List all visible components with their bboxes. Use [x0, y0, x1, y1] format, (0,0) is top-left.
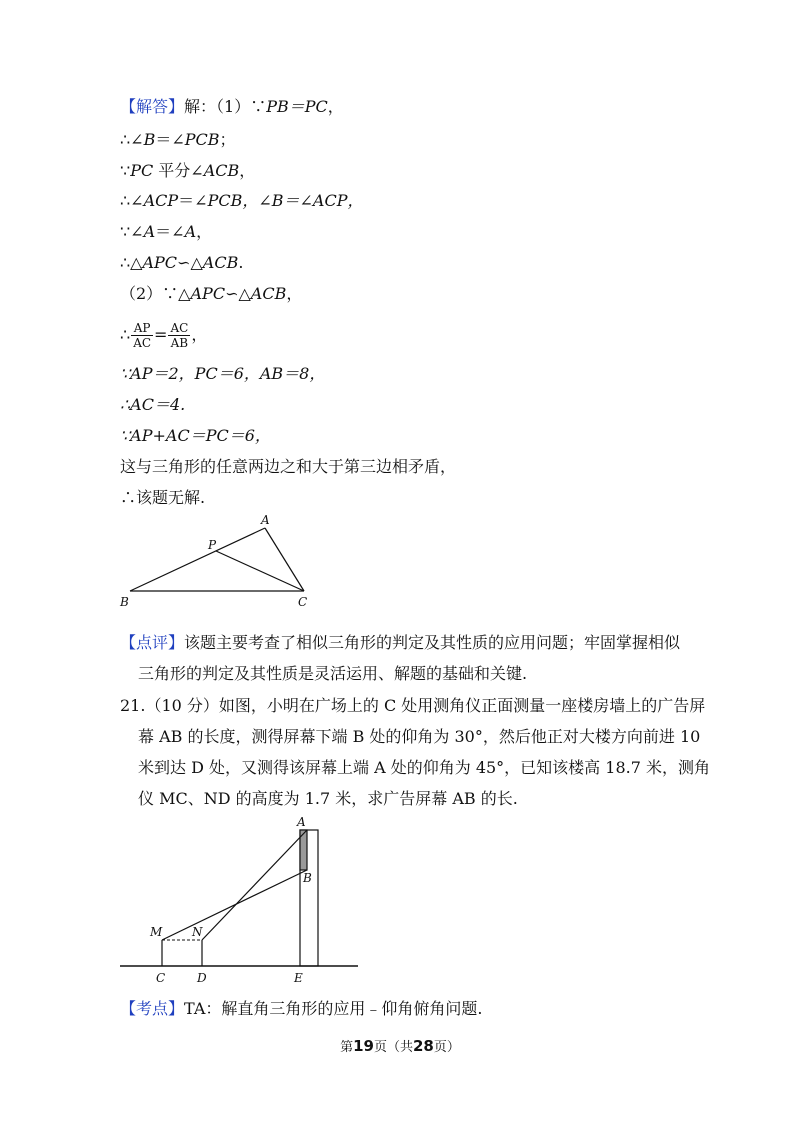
fraction-line — [120, 318, 207, 352]
building-figure — [118, 812, 363, 984]
line-mid: ＝∠ — [178, 191, 208, 210]
fraction-numerator: AC — [170, 321, 189, 335]
fraction-numerator: AP — [131, 321, 153, 336]
label-A: A — [261, 513, 270, 527]
line-mid: ＝∠ — [155, 130, 185, 149]
line-pre: ∴△ — [120, 253, 143, 272]
label-C: C — [156, 971, 166, 984]
line-math: APC — [190, 284, 226, 303]
total-pages: 28 — [413, 1037, 434, 1055]
kaodian-tag: 【考点】 — [120, 999, 185, 1018]
solution-intro: 解：（1）∵ — [184, 97, 267, 116]
line-math: A — [143, 222, 156, 241]
contradiction-line: 这与三角形的任意两边之和大于第三边相矛盾， — [120, 457, 457, 476]
solution-line-4 — [120, 221, 212, 243]
sight-line-NA — [202, 830, 307, 940]
line-math: PC — [130, 161, 154, 180]
line-math: APC — [142, 253, 178, 272]
footer-mid: 页（共 — [373, 1040, 413, 1055]
segment-PC — [216, 551, 304, 591]
comment-text-1: 该题主要考查了相似三角形的判定及其性质的应用问题；牢固掌握相似 — [184, 633, 681, 652]
problem-21-line-2: 幕 AB 的长度，测得屏幕下端 B 处的仰角为 30°，然后他正对大楼方向前进 10 — [138, 727, 701, 746]
kaodian-text: TA：解直角三角形的应用﹣仰角俯角问题. — [184, 999, 483, 1018]
solution-heading — [120, 96, 344, 118]
line-mid: ∽△ — [177, 253, 203, 272]
line-math: B — [143, 130, 156, 149]
line-math2: ACB — [250, 284, 287, 303]
fraction-denominator: AC — [133, 336, 152, 350]
line-pre: ∴∠ — [120, 130, 144, 149]
footer-post: 页） — [433, 1040, 460, 1055]
fraction-equals: = — [154, 325, 168, 344]
label-E: E — [294, 971, 303, 984]
line-post: ， — [286, 284, 303, 303]
label-D: D — [197, 971, 207, 984]
kaodian-line — [120, 998, 482, 1020]
sight-line-MB — [162, 870, 307, 940]
fraction-denominator: AB — [170, 336, 189, 350]
line-math2: A — [184, 222, 197, 241]
line-mid: ＝∠ — [155, 222, 185, 241]
line-math: ACP — [143, 191, 179, 210]
comment-tag: 【点评】 — [120, 633, 185, 652]
conclusion-line: ∴该题无解. — [120, 488, 206, 507]
label-C: C — [298, 595, 308, 609]
line-post: ，∠B＝∠ACP， — [242, 191, 364, 210]
fraction-left — [131, 321, 153, 350]
page-number: 19 — [353, 1037, 374, 1055]
line-post: ， — [239, 161, 256, 180]
comment-line-2: 三角形的判定及其性质是灵活运用、解题的基础和关键. — [138, 664, 528, 683]
line-math2: PCB — [184, 130, 220, 149]
fraction-post: ， — [191, 325, 208, 344]
page-footer — [0, 1036, 800, 1055]
label-M: M — [150, 925, 163, 939]
label-B: B — [303, 871, 312, 885]
footer-pre: 第 — [340, 1040, 354, 1055]
line-math2: ACB — [202, 253, 239, 272]
segment-BA — [130, 528, 265, 591]
solution-tag: 【解答】 — [120, 97, 185, 116]
line-post: ， — [196, 222, 213, 241]
line-mid: 平分∠ — [153, 161, 204, 180]
label-B: B — [120, 595, 129, 609]
label-A: A — [297, 815, 306, 829]
line-math2: ACB — [203, 161, 240, 180]
solution-intro-math: PB＝PC — [266, 97, 328, 116]
triangle-figure — [110, 508, 330, 613]
solution-line-6 — [120, 283, 302, 305]
solution-intro-tail: ， — [327, 97, 344, 116]
solution-line-1 — [120, 129, 236, 151]
label-N: N — [192, 925, 203, 939]
line-post: . — [238, 253, 244, 272]
sum-line: ∵AP+AC＝PC＝6， — [120, 426, 271, 445]
ac-line: ∴AC＝4. — [120, 395, 186, 414]
fraction-prefix: ∴ — [120, 325, 131, 344]
given-line: ∵AP＝2，PC＝6，AB＝8， — [120, 364, 326, 383]
line-mid: ∽△ — [225, 284, 251, 303]
line-pre: ∵ — [120, 161, 131, 180]
problem-21-line-4: 仪 MC、ND 的高度为 1.7 米，求广告屏幕 AB 的长. — [138, 789, 518, 808]
line-pre: ∴∠ — [120, 191, 144, 210]
line-pre: （2）∵△ — [120, 284, 191, 303]
label-P: P — [208, 538, 217, 552]
solution-line-2 — [120, 160, 255, 182]
comment-line-1 — [120, 632, 680, 654]
solution-line-3 — [120, 190, 363, 212]
problem-21-line-3: 米到达 D 处，又测得该屏幕上端 A 处的仰角为 45°，已知该楼高 18.7 米，测角 — [138, 758, 710, 777]
problem-21-line-1: 21.（10 分）如图，小明在广场上的 C 处用测角仪正面测量一座楼房墙上的广告屏 — [120, 696, 706, 715]
line-math2: PCB — [207, 191, 243, 210]
fraction-right — [168, 321, 190, 350]
line-post: ； — [219, 130, 236, 149]
solution-line-5 — [120, 252, 243, 274]
line-pre: ∵∠ — [120, 222, 144, 241]
